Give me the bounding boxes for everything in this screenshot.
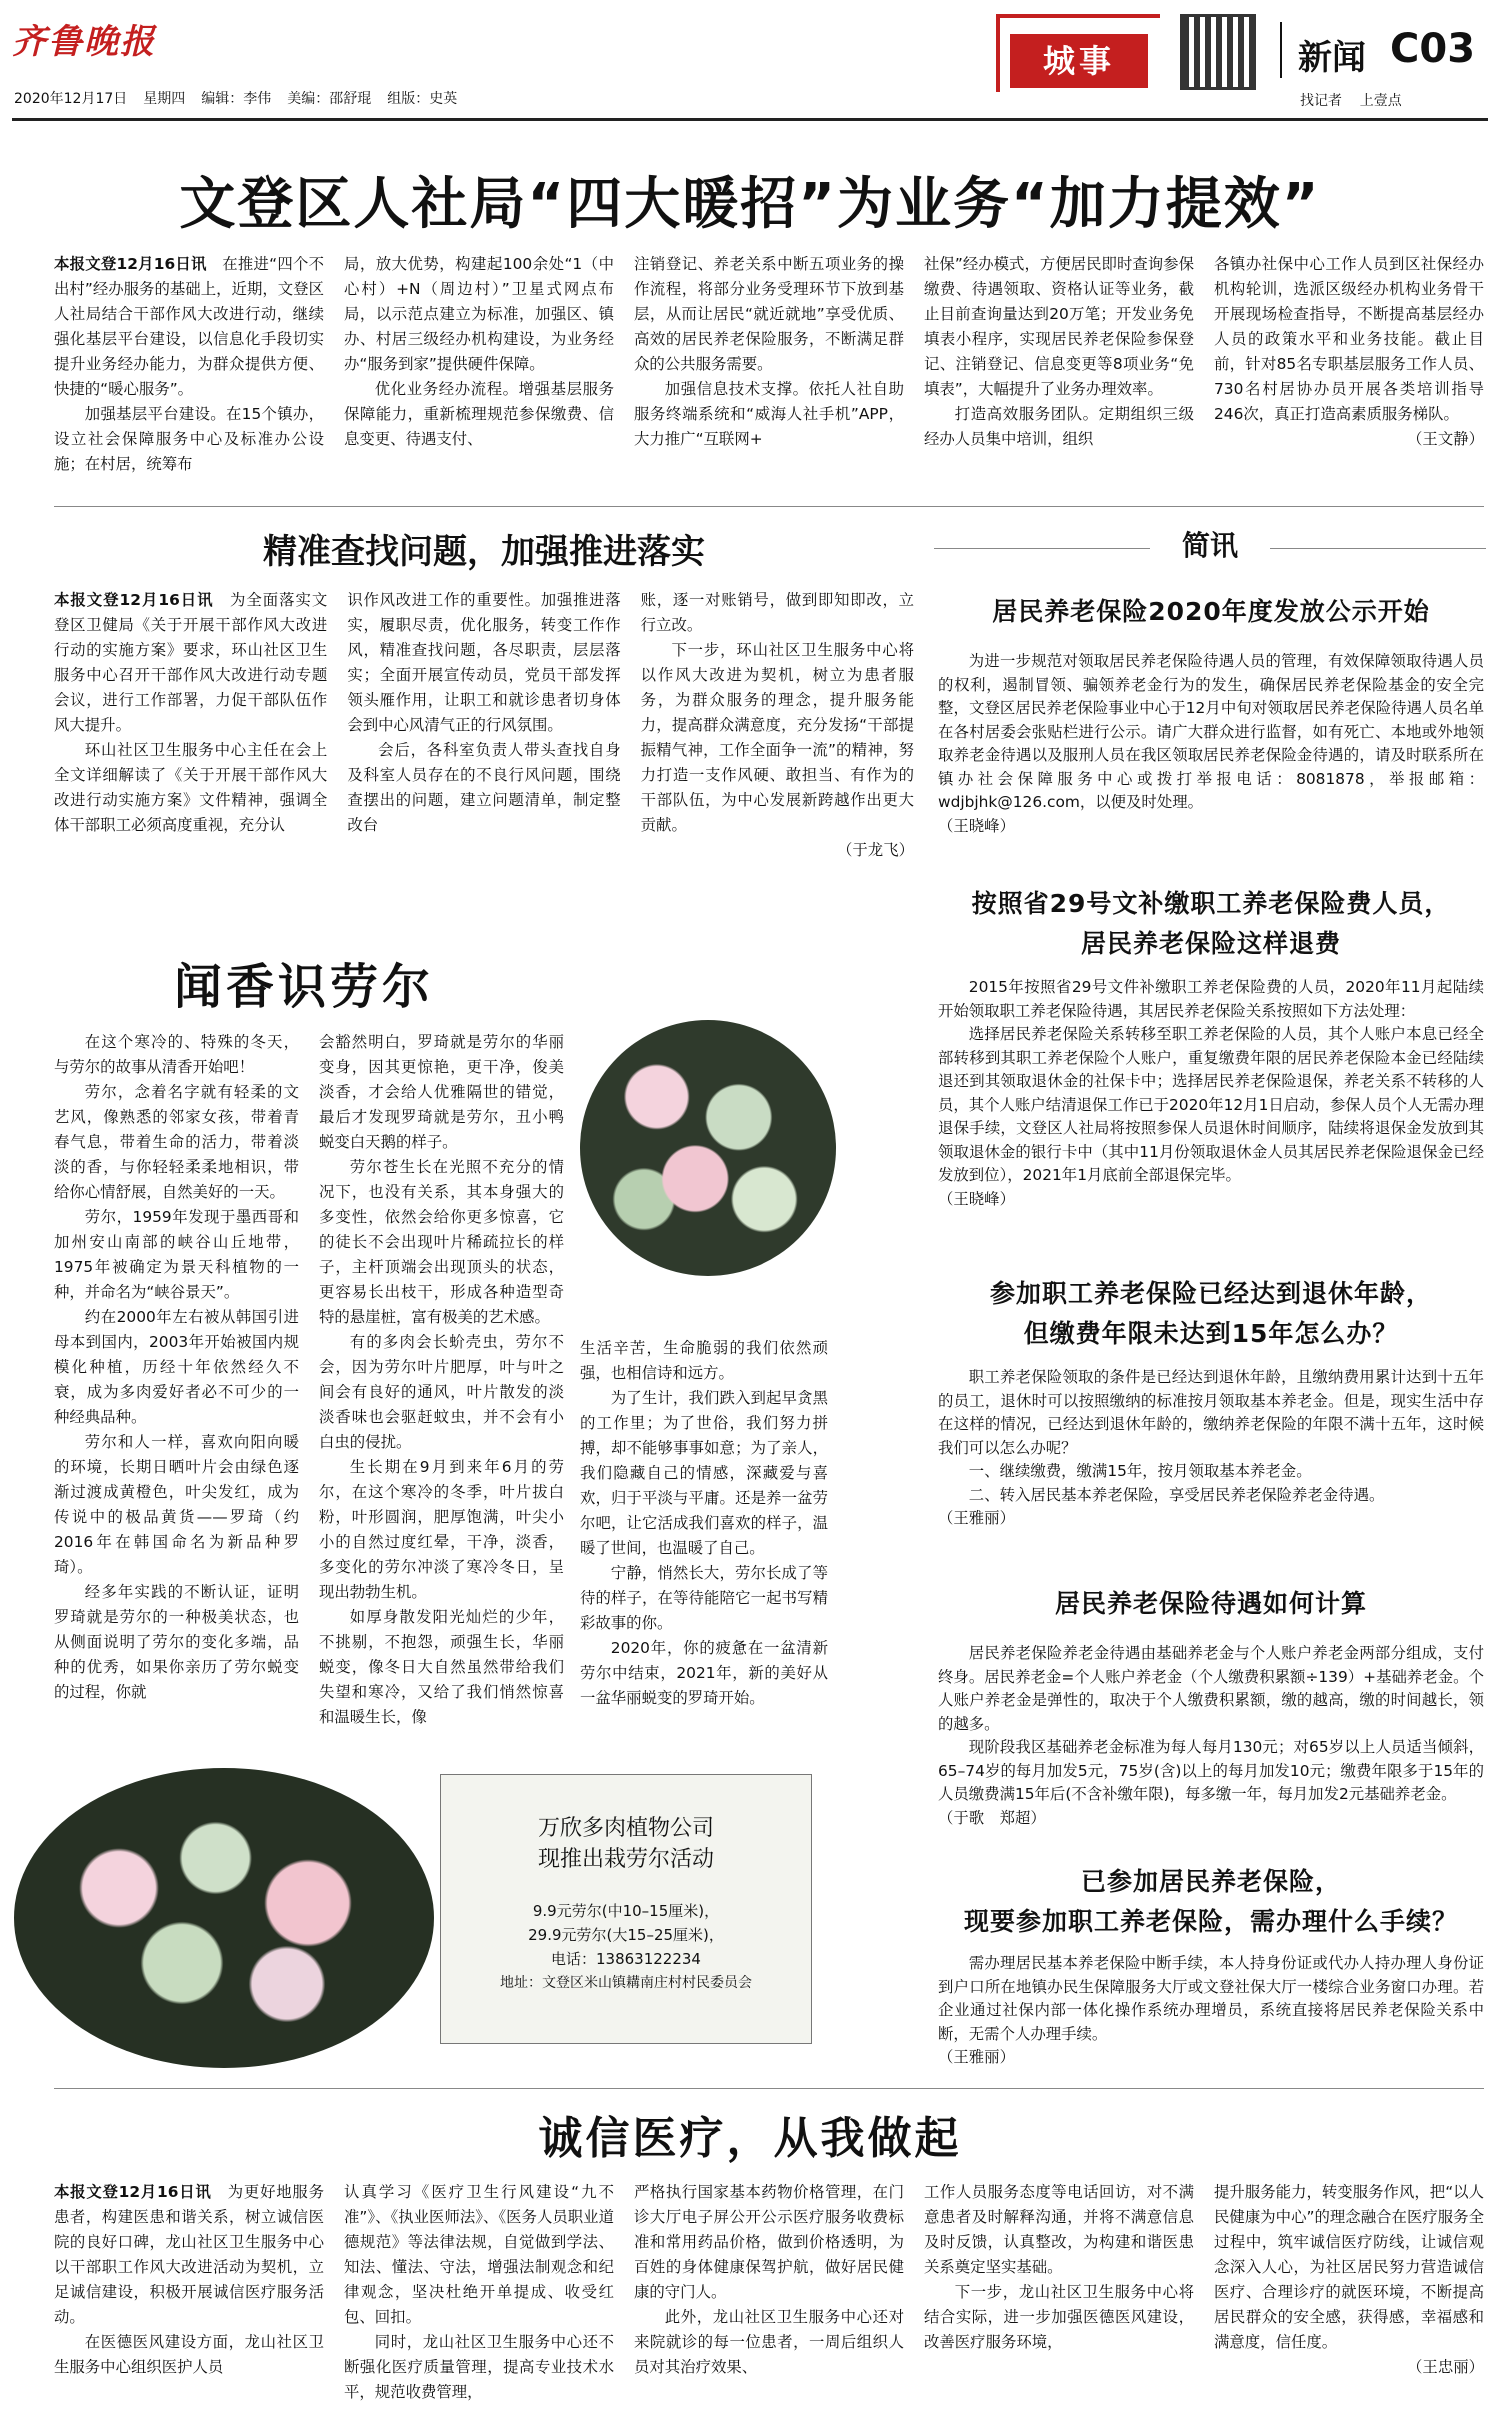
article-2-body: 本报文登12月16日讯 为全面落实文登区卫健局《关于开展干部作风大改进行动的实施方案》要求，环山社区卫生服务中心召开干部作风大改进行动专题会议，进行工作部署，力促干部队伍作风大提升。 环山社区卫生服务中心主任在会上全文详细解读了《关于开展干部作风大改进行动实施方案》文件精神，强调全体干部职工必须高度重视，充分认 识作风改进工作的重要性。加强推进落实，履职尽责，优化服务，转变工作作风，精准查找问题，各尽职责，层层落实；全面开展宣传动员，党员干部发挥领头雁作用，让职工和就诊患者切身体会到中心风清气正的行风氛围。 会后，各科室负责人带头查找自身及科室人员存在的不良行风问题，围绕查摆出的问题，建立问题清单，制定整改台 账，逐一对账销号，做到即知即改，立行立改。 下一步，环山社区卫生服务中心将以作风大改进为契机，树立为患者服务，为群众服务的理念，提升服务能力，提高群众满意度，充分发扬“干部提振精气神，工作全面争一流”的精神，努力打造一支作风硬、敢担当、有作为的干部队伍，为中心发展新跨越作出更大贡献。 （于龙飞）: [54, 591, 914, 859]
brief-1-title: 居民养老保险2020年度发放公示开始: [992, 597, 1430, 626]
news-label: 新闻: [1298, 38, 1366, 78]
reporter-line: 找记者 上壹点: [1300, 93, 1402, 109]
article-4-headline: 诚信医疗，从我做起: [538, 2113, 962, 2164]
page-number: C03: [1390, 26, 1476, 72]
article-2-headline: 精准查找问题，加强推进落实: [263, 532, 705, 572]
proofreader: 组版：史英: [387, 91, 458, 107]
ad-price-1: 9.9元劳尔(中10–15厘米)，: [532, 1902, 720, 1920]
issue-date: 2020年12月17日: [14, 91, 128, 107]
succulent-photo-top: [580, 1020, 836, 1276]
ad-phone: 电话：13863122234: [551, 1950, 701, 1968]
article-1-body: 本报文登12月16日讯 在推进“四个不出村”经办服务的基础上，近期，文登区人社局结合干部作风大改进行动，继续强化基层平台建设，以信息化手段切实提升业务经办能力，为群众提供方便、快捷的“暖心服务”。 加强基层平台建设。在15个镇办，设立社会保障服务中心及标准办公设施；在村居，统筹布 局，放大优势，构建起100余处“1（中心村）+N（周边村）”卫星式网点布局，以示范点建立为标准，加强区、镇办、村居三级经办机构建设，为业务经办“服务到家”提供硬件保障。 优化业务经办流程。增强基层服务保障能力，重新梳理规范参保缴费、信息变更、待遇支付、 注销登记、养老关系中断五项业务的操作流程，将部分业务受理环节下放到基层，从而让居民“就近就地”享受优质、高效的居民养老保险服务，不断满足群众的公共服务需要。 加强信息技术支撑。依托人社自助服务终端系统和“威海人社手机”APP，大力推广“互联网+ 社保”经办模式，方便居民即时查询参保缴费、待遇领取、资格认证等业务，截止目前查询量达到20万笔；开发业务免填表小程序，实现居民养老保险参保登记、注销登记、信息变更等8项业务“免填表”，大幅提升了业务办理效率。 打造高效服务团队。定期组织三级经办人员集中培训，组织 各镇办社保中心工作人员到区社保经办机构轮训，选派区级经办机构业务骨干开展现场检查指导，不断提高基层经办人员的政策水平和业务技能。截止目前，针对85名专职基层服务工作人员、730名村居协办员开展各类培训指导246次，真正打造高素质服务梯队。 （王文静）: [54, 252, 1484, 482]
ad-box: [440, 1774, 812, 2044]
article-4-body: 本报文登12月16日讯 为更好地服务患者，构建医患和谐关系，树立诚信医院的良好口碑，龙山社区卫生服务中心以干部职工作风大改进活动为契机，立足诚信建设，积极开展诚信医疗服务活动。 在医德医风建设方面，龙山社区卫生服务中心组织医护人员 认真学习《医疗卫生行风建设“九不准”》、《执业医师法》、《医务人员职业道德规范》等法律法规，自觉做到学法、知法、懂法、守法，增强法制观念和纪律观念，坚决杜绝开单提成、收受红包、回扣。 同时，龙山社区卫生服务中心还不断强化医疗质量管理，提高专业技术水平，规范收费管理， 严格执行国家基本药物价格管理，在门诊大厅电子屏公开公示医疗服务收费标准和常用药品价格，做到价格透明，为百姓的身体健康保驾护航，做好居民健康的守门人。 此外，龙山社区卫生服务中心还对来院就诊的每一位患者，一周后组织人员对其治疗效果、 工作人员服务态度等电话回访，对不满意患者及时解释沟通，并将不满意信息及时反馈，认真整改，为构建和谐医患关系奠定坚实基础。 下一步，龙山社区卫生服务中心将结合实际，进一步加强医德医风建设，改善医疗服务环境， 提升服务能力，转变服务作风，把“以人民健康为中心”的理念融合在医疗服务全过程中，筑牢诚信医疗防线，让诚信观念深入人心，为社区居民努力营造诚信医疗、合理诊疗的就医环境，不断提高居民群众的安全感，获得感，幸福感和满意度，信任度。 （王忠丽）: [54, 2183, 1484, 2401]
issue-weekday: 星期四: [143, 91, 186, 107]
designer: 美编：邵舒琨: [287, 91, 372, 107]
article-1-headline: 文登区人社局“四大暖招”为业务“加力提效”: [179, 172, 1321, 237]
ad-activity: 现推出栽劳尔活动: [537, 1847, 714, 1872]
qr-code-icon[interactable]: [1180, 14, 1256, 90]
brief-2: 按照省29号文补缴职工养老保险费人员， 居民养老保险这样退费 2015年按照省29号文件补缴职工养老保险费的人员，2020年11月起陆续开始领取职工养老保险待遇，其居民养老保险关系按照如下方法处理： 选择居民养老保险关系转移至职工养老保险的人员，其个人账户本息已经全部转移到其职工养老保险个人账户，重复缴费年限的居民养老保险本金已经陆续退还到其领取退休金的社保卡中；选择居民养老保险退保，养老关系不转移的人员，其个人账户结清退保工作已于2020年12月1日启动，参保人员个人无需办理退保手续，文登区人社局将按照参保人员退休时间顺序，陆续将退保金发放到其领取退休金的银行卡中（其中11月份领取退休金人员其居民养老保险退保金已经发放到位），2021年1月底前全部退保完毕。 （王晓峰）: [938, 889, 1484, 1208]
section-tab: [996, 14, 1160, 92]
header-info: [14, 88, 457, 108]
author-signature: （王文静）: [1407, 430, 1484, 448]
ad-price-2: 29.9元劳尔(大15–25厘米)，: [528, 1926, 724, 1944]
ad-address: 地址：文登区米山镇耩南庄村村民委员会: [500, 1975, 752, 1991]
succulent-photo-bottom: [14, 1768, 434, 2068]
article-3-headline: 闻香识劳尔: [173, 959, 434, 1015]
paragraph: 加强基层平台建设。在15个镇办，设立社会保障服务中心及标准办公设施；在村居，统筹布: [54, 405, 324, 473]
brief-4: 居民养老保险待遇如何计算 居民养老保险养老金待遇由基础养老金与个人账户养老金两部分组成，支付终身。居民养老金=个人账户养老金（个人缴费积累额÷139）+基础养老金。个人账户养老金是弹性的，取决于个人缴费积累额，缴的越高，缴的时间越长，领的越多。 现阶段我区基础养老金标准为每人每月130元；对65岁以上人员适当倾斜，65–74岁的每月加发5元，75岁(含)以上的每月加发10元；缴费年限多于15年的人员缴费满15年后(不含补缴年限)，每多缴一年，每月加发2元基础养老金。 （于歌 郑超）: [938, 1589, 1484, 1827]
editor: 编辑：李伟: [201, 91, 272, 107]
section-badge: 城事: [1010, 34, 1148, 88]
brief-label: 简讯: [1150, 524, 1270, 564]
ad-company: 万欣多肉植物公司: [537, 1816, 714, 1841]
brief-3: 参加职工养老保险已经达到退休年龄， 但缴费年限未达到15年怎么办？ 职工养老保险领取的条件是已经达到退休年龄，且缴纳费用累计达到十五年的员工，退休时可以按照缴纳的标准按月领取基本养老金。但是，现实生活中存在这样的情况，已经达到退休年龄的，缴纳养老保险的年限不满十五年，这时候我们可以怎么办呢？ 一、继续缴费，缴满15年，按月领取基本养老金。 二、转入居民基本养老保险，享受居民养老保险养老金待遇。 （王雅丽）: [938, 1279, 1484, 1527]
article-3-body-col3: 生活辛苦，生命脆弱的我们依然顽强，也相信诗和远方。 为了生计，我们跌入到起早贪黑的工作里；为了世俗，我们努力拼搏，却不能够事事如意；为了亲人，我们隐藏自己的情感，深藏爱与喜欢，归于平淡与平庸。还是养一盆劳尔吧，让它活成我们喜欢的样子，温暖了世间，也温暖了自己。 宁静，悄然长大，劳尔长成了等待的样子，在等待能陪它一起书写精彩故事的你。 2020年，你的疲惫在一盆清新劳尔中结束，2021年，新的美好从一盆华丽蜕变的罗琦开始。: [580, 1339, 828, 1707]
dateline: 本报文登12月16日讯: [54, 255, 207, 273]
article-3-body-upper: 在这个寒冷的、特殊的冬天，与劳尔的故事从清香开始吧！ 劳尔，念着名字就有轻柔的文艺风，像熟悉的邻家女孩，带着青春气息，带着生命的活力，带着淡淡的香，与你轻轻柔柔地相识，带给你心情舒展，自然美好的一天。 劳尔，1959年发现于墨西哥和加州安山南部的峡谷山丘地带，1975年被确定为景天科植物的一种，并命名为“峡谷景天”。 约在2000年左右被从韩国引进母本到国内，2003年开始被国内规模化种植，历经十年依然经久不衰，成为多肉爱好者必不可少的一种经典品种。 劳尔和人一样，喜欢向阳向暖的环境，长期日晒叶片会由绿色逐渐过渡成黄橙色，叶尖发红，成为传说中的极品黄货——罗琦（约2016年在韩国命名为新品种罗琦）。 经多年实践的不断认证，证明罗琦就是劳尔的一种极美状态，也从侧面说明了劳尔的变化多端，品种的优秀，如果你亲历了劳尔蜕变的过程，你就 会豁然明白，罗琦就是劳尔的华丽变身，因其更惊艳，更干净，俊美淡香，才会给人优雅隔世的错觉，最后才发现罗琦就是劳尔，丑小鸭蜕变白天鹅的样子。 劳尔苍生长在光照不充分的情况下，也没有关系，其本身强大的多变性，依然会给你更多惊喜，它的徒长不会出现叶片稀疏拉长的样子，主杆顶端会出现顶头的状态，更容易长出枝干，形成各种造型奇特的悬崖桩，富有极美的艺术感。 有的多肉会长蚧壳虫，劳尔不会，因为劳尔叶片肥厚，叶与叶之间会有良好的通风，叶片散发的淡淡香味也会驱赶蚊虫，并不会有小白虫的侵扰。 生长期在9月到来年6月的劳尔，在这个寒冷的冬季，叶片拔白粉，叶形圆润，肥厚饱满，叶尖小小的自然过度红晕，干净，淡香，多变化的劳尔冲淡了寒冷冬日，呈现出勃勃生机。 如厚身散发阳光灿烂的少年，不挑剔，不抱怨，顽强生长，华丽蜕变，像冬日大自然虽然带给我们失望和寒冷，又给了我们悄然惊喜和温暖生长，像: [54, 1033, 564, 1726]
brief-5: 已参加居民养老保险， 现要参加职工养老保险，需办理什么手续？ 需办理居民基本养老保险中断手续，本人持身份证或代办人持办理人身份证到户口所在地镇办民生保障服务大厅或文登社保大厅一楼综合业务窗口办理。若企业通过社保内部一体化操作系统办理增员，系统直接将居民养老保险关系中断，无需个人办理手续。 （王雅丽）: [938, 1867, 1484, 2066]
brief-1: 居民养老保险2020年度发放公示开始 为进一步规范对领取居民养老保险待遇人员的管理，有效保障领取待遇人员的权利，遏制冒领、骗领养老金行为的发生，确保居民养老保险基金的安全完整，文登区居民养老保险事业中心于12月中旬对领取居民养老保险待遇人员名单在各村居委会张贴栏进行公示。请广大群众进行监督，如有死亡、本地或外地领取养老金待遇以及服刑人员在我区领取居民养老保险金待遇的，请及时联系所在镇办社会保障服务中心或拨打举报电话：8081878，举报邮箱：wdjbjhk@126.com，以便及时处理。 （王晓峰）: [938, 592, 1484, 838]
masthead-logo: 齐鲁晚报: [12, 22, 156, 62]
